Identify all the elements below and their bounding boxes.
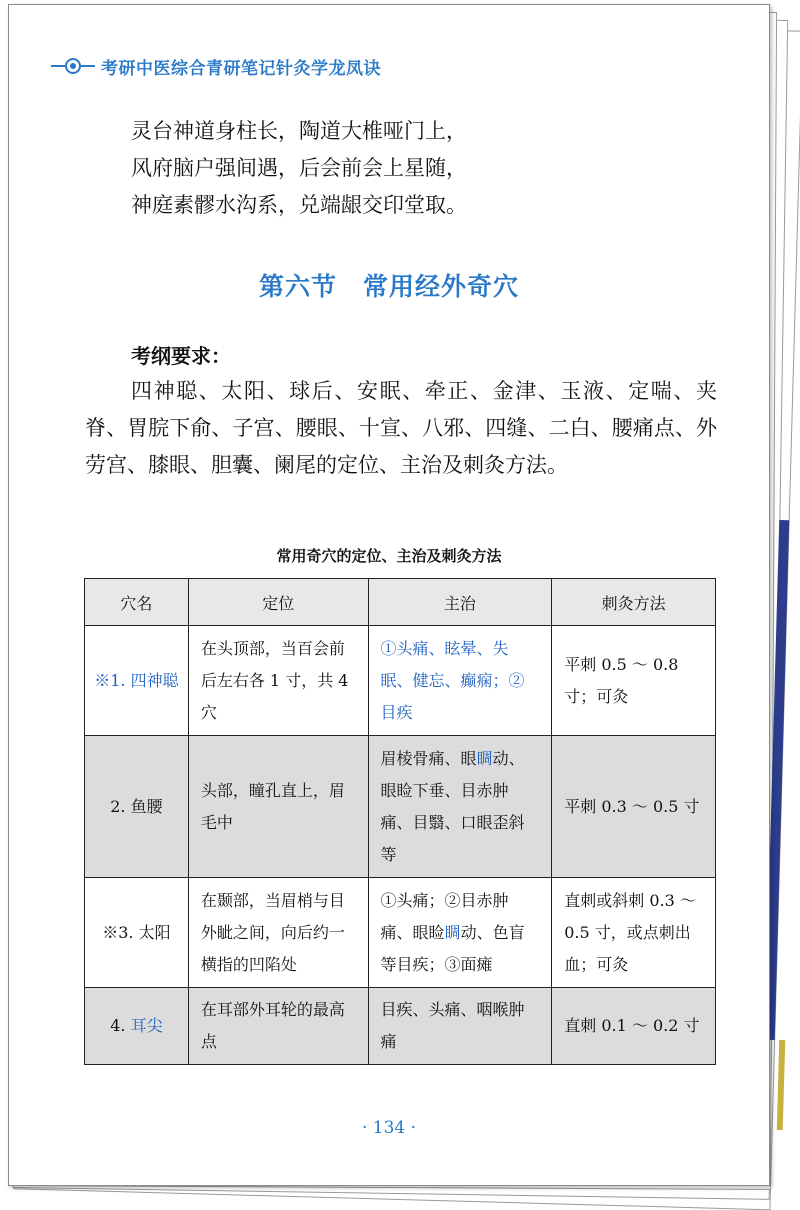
header-title: 考研中医综合青研笔记针灸学龙凤诀	[101, 58, 381, 79]
point-name	[85, 988, 189, 1065]
point-name: ※3. 太阳	[85, 878, 189, 988]
indication-text: ①头痛；②目赤肿痛、眼睑	[380, 890, 509, 942]
running-header	[51, 51, 381, 81]
point-method: 直刺或斜刺 0.3 ～ 0.5 寸，或点刺出血；可灸	[552, 878, 716, 988]
indication-text: 动、色盲等目疾；③面瘫	[380, 922, 525, 974]
highlight-char: 睭	[476, 748, 493, 768]
header-rule	[51, 65, 65, 67]
table-row	[85, 626, 716, 736]
section-title: 第六节 常用经外奇穴	[258, 272, 519, 301]
point-indication	[368, 878, 552, 988]
indication-text: 动、眼睑下垂、目赤肿痛、目翳、口眼歪斜等	[380, 748, 525, 864]
point-method: 直刺 0.1 ～ 0.2 寸	[552, 988, 716, 1065]
book-page	[8, 4, 770, 1186]
table-row	[85, 736, 716, 878]
point-number: 4.	[110, 1016, 131, 1035]
table-header-row	[85, 579, 716, 626]
header-rule	[81, 65, 95, 67]
point-name-text: 耳尖	[130, 1016, 163, 1035]
point-name: 2. 鱼腰	[85, 736, 189, 878]
column-header-name: 穴名	[85, 579, 189, 626]
table-caption: 常用奇穴的定位、主治及刺灸方法	[276, 547, 502, 565]
indication-text: 眉棱骨痛、眼	[380, 748, 477, 768]
column-header-location: 定位	[188, 579, 368, 626]
highlight-char: 睭	[444, 922, 461, 942]
verse-line: 神庭素髎水沟系，兑端龈交印堂取。	[131, 193, 467, 217]
point-method: 平刺 0.3 ～ 0.5 寸	[552, 736, 716, 878]
target-icon	[65, 58, 81, 74]
acupoint-table	[84, 578, 716, 1065]
point-indication: 目疾、头痛、咽喉肿痛	[368, 988, 552, 1065]
verse-line: 风府脑户强间遇，后会前会上星随，	[131, 156, 467, 180]
point-location: 在颞部，当眉梢与目外眦之间，向后约一横指的凹陷处	[188, 878, 368, 988]
verse-line: 灵台神道身柱长，陶道大椎哑门上，	[131, 119, 467, 143]
verse-block	[131, 113, 467, 224]
point-name: ※1. 四神聪	[85, 626, 189, 736]
point-indication	[368, 736, 552, 878]
table-row	[85, 988, 716, 1065]
point-location: 头部，瞳孔直上，眉毛中	[188, 736, 368, 878]
point-location: 在耳部外耳轮的最高点	[188, 988, 368, 1065]
point-location: 在头顶部，当百会前后左右各 1 寸，共 4 穴	[188, 626, 368, 736]
point-indication: ①头痛、眩晕、失眠、健忘、癫痫；②目疾	[368, 626, 552, 736]
page-number: · 134 ·	[361, 1118, 417, 1138]
column-header-indication: 主治	[368, 579, 552, 626]
book-spine-accent	[777, 1040, 786, 1130]
requirements-text: 四神聪、太阳、球后、安眠、牵正、金津、玉液、定喘、夹脊、胃脘下俞、子宫、腰眼、十宣、八邪、四缝、二白、腰痛点、外劳宫、膝眼、胆囊、阑尾的定位、主治及刺灸方法。	[85, 379, 717, 477]
requirements-label: 考纲要求：	[131, 344, 231, 368]
column-header-method: 刺灸方法	[552, 579, 716, 626]
point-method: 平刺 0.5 ～ 0.8 寸；可灸	[552, 626, 716, 736]
table-row	[85, 878, 716, 988]
